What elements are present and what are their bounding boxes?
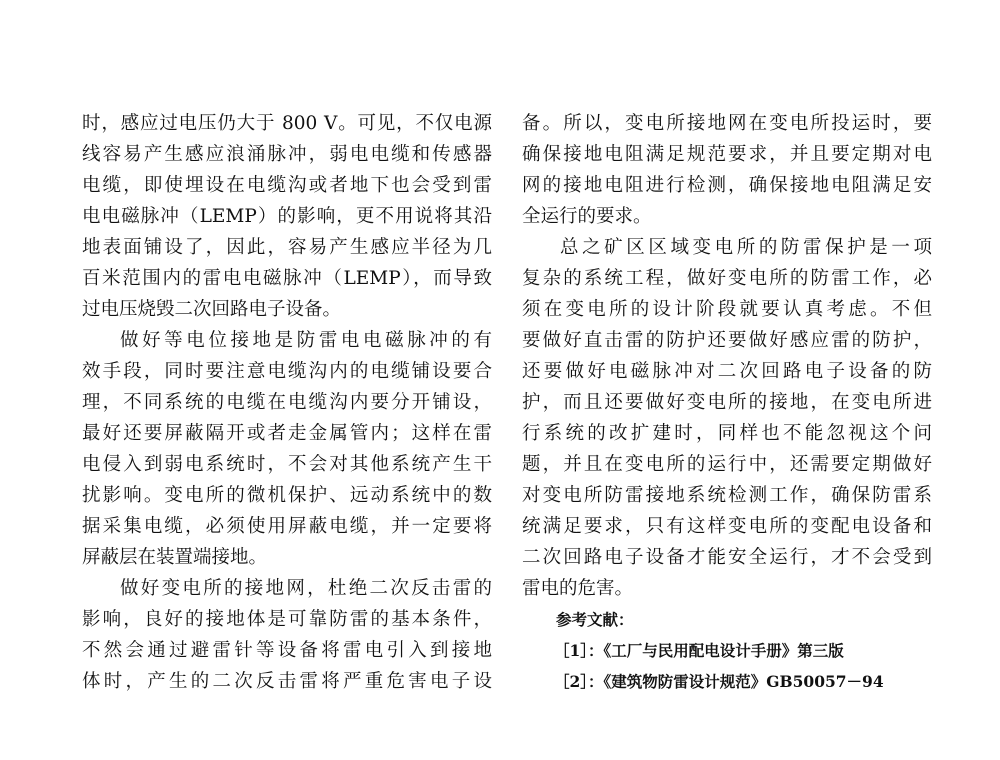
- text-line: 线容易产生感应浪涌脉冲，弱电电缆和传感器: [82, 144, 492, 165]
- text-line: 屏蔽层在装置端接地。: [82, 547, 268, 568]
- text-line: 确保接地电阻满足规范要求，并且要定期对电: [522, 144, 932, 165]
- text-line: 总之矿区区域变电所的防雷保护是一项: [560, 237, 932, 258]
- reference-item-1: ［1］：《工厂与民用配电设计手册》第三版: [554, 641, 844, 660]
- text-line: 不然会通过避雷针等设备将雷电引入到接地: [82, 640, 492, 661]
- text-line: 护，而且还要做好变电所的接地，在变电所进: [522, 392, 932, 413]
- text-line: 须在变电所的设计阶段就要认真考虑。不但: [522, 299, 932, 320]
- reference-item-2: ［2］：《建筑物防雷设计规范》GB50057－94: [554, 672, 884, 691]
- text-line: 百米范围内的雷电电磁脉冲（LEMP），而导致: [82, 268, 492, 289]
- left-text-column: [82, 108, 492, 697]
- text-line: 做好变电所的接地网，杜绝二次反击雷的: [120, 578, 492, 599]
- text-line: 复杂的系统工程，做好变电所的防雷工作，必: [522, 268, 932, 289]
- text-line: 据采集电缆，必须使用屏蔽电缆，并一定要将: [82, 516, 492, 537]
- text-line: 做好等电位接地是防雷电电磁脉冲的有: [120, 330, 492, 351]
- text-line: 理，不同系统的电缆在电缆沟内要分开铺设，: [82, 392, 492, 413]
- text-line: 全运行的要求。: [522, 206, 652, 227]
- text-line: 行系统的改扩建时，同样也不能忽视这个问: [522, 423, 932, 444]
- text-line: 时，感应过电压仍大于 800 V。可见，不仅电源: [82, 113, 492, 134]
- text-line: 对变电所防雷接地系统检测工作，确保防雷系: [522, 485, 932, 506]
- text-line: 影响，良好的接地体是可靠防雷的基本条件，: [82, 609, 492, 630]
- text-line: 电缆，即使埋设在电缆沟或者地下也会受到雷: [82, 175, 492, 196]
- text-line: 网的接地电阻进行检测，确保接地电阻满足安: [522, 175, 932, 196]
- text-line: 统满足要求，只有这样变电所的变配电设备和: [522, 516, 932, 537]
- text-line: 效手段，同时要注意电缆沟内的电缆铺设要合: [82, 361, 492, 382]
- text-line: 体时，产生的二次反击雷将严重危害电子设: [82, 671, 492, 692]
- references-title: 参考文献：: [556, 610, 634, 629]
- text-line: 地表面铺设了，因此，容易产生感应半径为几: [82, 237, 492, 258]
- text-line: 还要做好电磁脉冲对二次回路电子设备的防: [522, 361, 932, 382]
- right-text-column: [522, 108, 932, 697]
- text-line: 扰影响。变电所的微机保护、远动系统中的数: [82, 485, 492, 506]
- text-line: 过电压烧毁二次回路电子设备。: [82, 299, 342, 320]
- text-line: 电电磁脉冲（LEMP）的影响，更不用说将其沿: [82, 206, 492, 227]
- text-line: 电侵入到弱电系统时，不会对其他系统产生干: [82, 454, 492, 475]
- text-line: 最好还要屏蔽隔开或者走金属管内；这样在雷: [82, 423, 492, 444]
- text-line: 雷电的危害。: [522, 578, 634, 599]
- text-line: 二次回路电子设备才能安全运行，才不会受到: [522, 547, 932, 568]
- text-line: 要做好直击雷的防护还要做好感应雷的防护，: [522, 330, 932, 351]
- text-line: 备。所以，变电所接地网在变电所投运时，要: [522, 113, 932, 134]
- text-line: 题，并且在变电所的运行中，还需要定期做好: [522, 454, 932, 475]
